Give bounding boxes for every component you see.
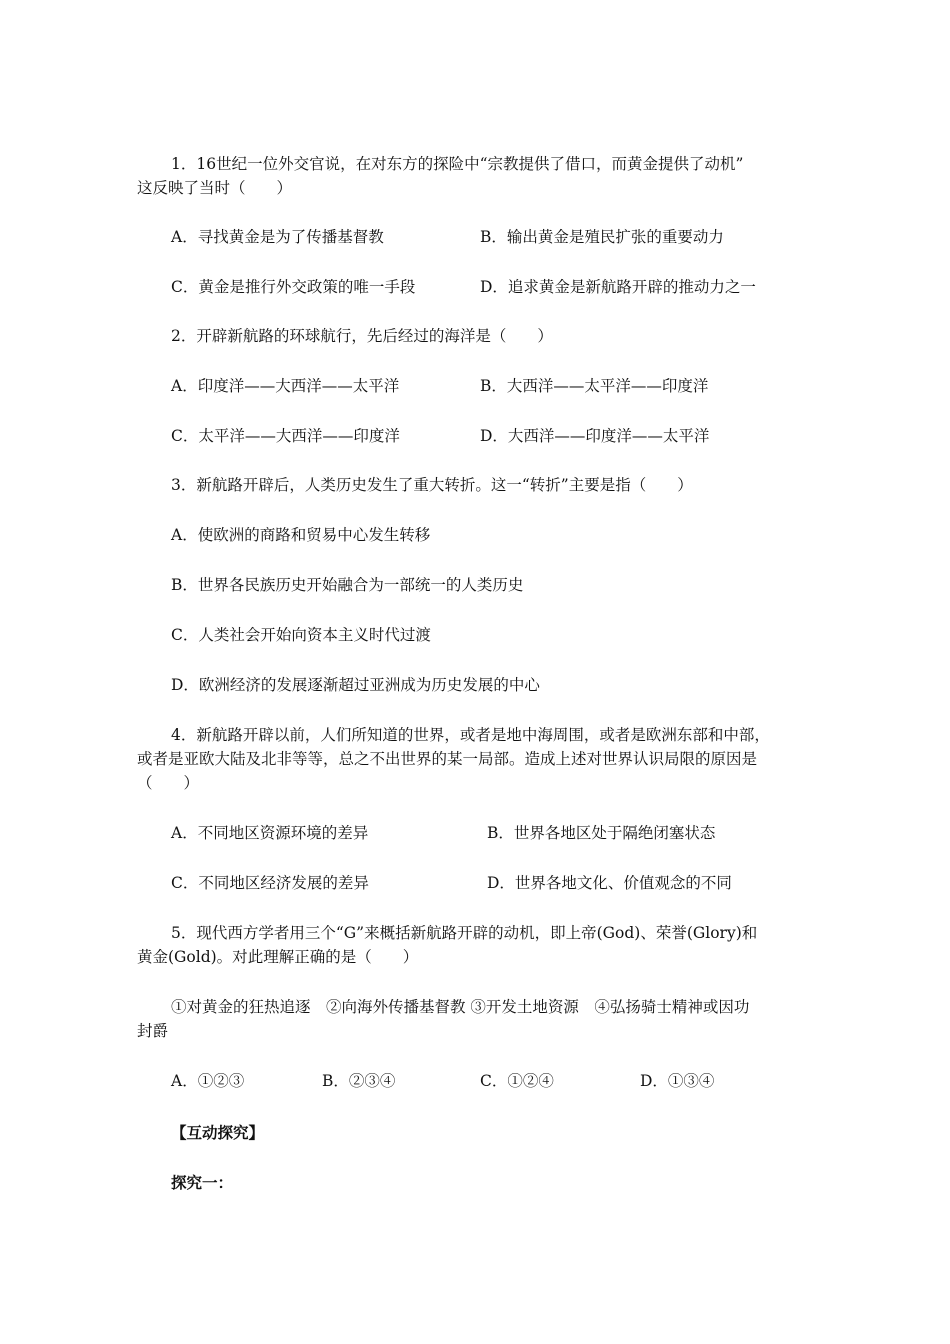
q4-option-b: B．世界各地区处于隔绝闭塞状态 [487, 824, 716, 842]
subheading-explore-one: 探究一： [171, 1174, 234, 1192]
q2-option-d: D．大西洋——印度洋——太平洋 [480, 427, 710, 445]
q4-option-a: A．不同地区资源环境的差异 [171, 824, 369, 842]
q4-option-c: C．不同地区经济发展的差异 [171, 874, 369, 892]
q5-option-d: D．①③④ [640, 1072, 715, 1090]
q2-option-b: B．大西洋——太平洋——印度洋 [480, 377, 709, 395]
q3-option-a: A．使欧洲的商路和贸易中心发生转移 [171, 526, 431, 544]
q5-items-line2: 封爵 [137, 1022, 169, 1040]
q4-stem-line1: 4．新航路开辟以前，人们所知道的世界，或者是地中海周围，或者是欧洲东部和中部， [171, 726, 770, 744]
q4-option-d: D．世界各地文化、价值观念的不同 [487, 874, 732, 892]
q3-stem: 3．新航路开辟后，人类历史发生了重大转折。这一“转折”主要是指（ ） [171, 476, 693, 494]
q5-option-a: A．①②③ [171, 1072, 245, 1090]
section-heading: 【互动探究】 [171, 1124, 265, 1142]
q5-option-b: B．②③④ [322, 1072, 396, 1090]
q4-stem-line2: 或者是亚欧大陆及北非等等，总之不出世界的某一局部。造成上述对世界认识局限的原因是 [137, 750, 758, 768]
q1-option-d: D．追求黄金是新航路开辟的推动力之一 [480, 278, 756, 296]
q1-stem-line1: 1．16世纪一位外交官说，在对东方的探险中“宗教提供了借口，而黄金提供了动机” [171, 155, 744, 173]
q5-stem-line2: 黄金(Gold)。对此理解正确的是（ ） [137, 948, 419, 966]
q1-option-b: B．输出黄金是殖民扩张的重要动力 [480, 228, 724, 246]
q1-option-c: C．黄金是推行外交政策的唯一手段 [171, 278, 416, 296]
q2-stem: 2．开辟新航路的环球航行，先后经过的海洋是（ ） [171, 327, 553, 345]
q3-option-c: C．人类社会开始向资本主义时代过渡 [171, 626, 431, 644]
q2-option-a: A．印度洋——大西洋——太平洋 [171, 377, 400, 395]
q1-stem-line2: 这反映了当时（ ） [137, 179, 293, 197]
q2-option-c: C．太平洋——大西洋——印度洋 [171, 427, 400, 445]
q5-items-line1: ①对黄金的狂热追逐 ②向海外传播基督教 ③开发土地资源 ④弘扬骑士精神或因功 [171, 998, 750, 1016]
q3-option-d: D．欧洲经济的发展逐渐超过亚洲成为历史发展的中心 [171, 676, 540, 694]
q1-option-a: A．寻找黄金是为了传播基督教 [171, 228, 384, 246]
q4-stem-line3: （ ） [137, 774, 200, 792]
q5-option-c: C．①②④ [480, 1072, 554, 1090]
q5-stem-line1: 5．现代西方学者用三个“G”来概括新航路开辟的动机，即上帝(God)、荣誉(Glory)和 [171, 924, 758, 942]
q3-option-b: B．世界各民族历史开始融合为一部统一的人类历史 [171, 576, 524, 594]
